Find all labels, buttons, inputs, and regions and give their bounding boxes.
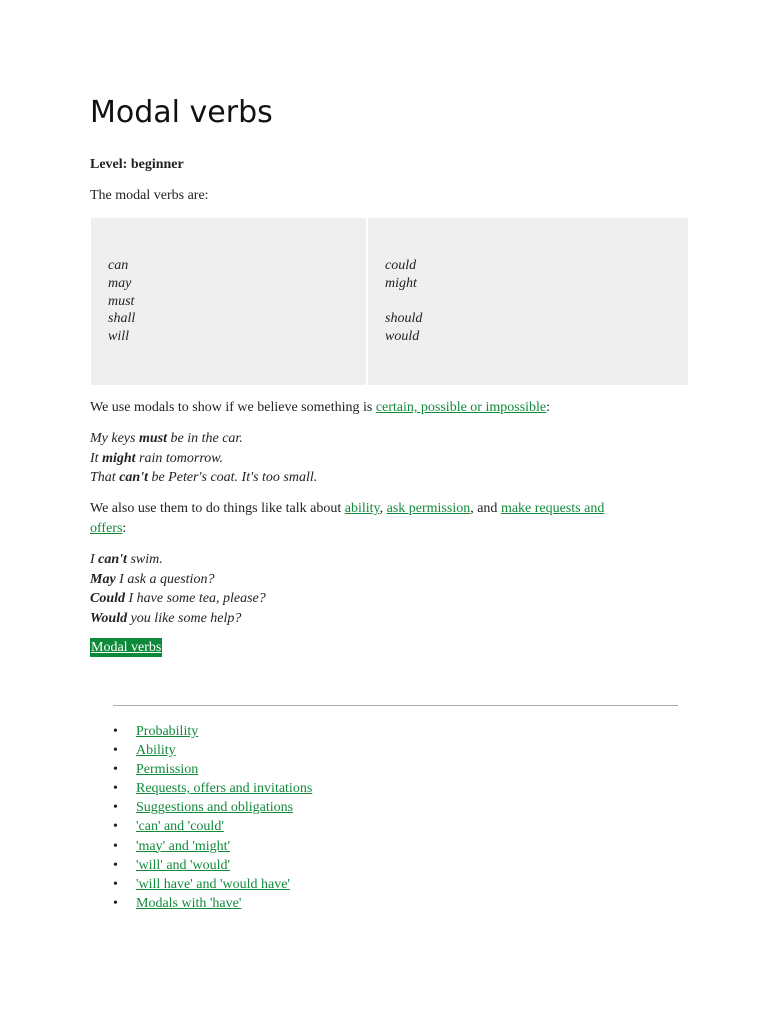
modal-verb: will [108, 329, 130, 345]
example-modal: May [90, 571, 116, 587]
can-could-link[interactable]: 'can' and 'could' [136, 819, 224, 835]
uses-text: We also use them to do things like talk about [90, 501, 345, 516]
example-pre: That [90, 470, 120, 486]
modal-topics-list [113, 722, 312, 913]
example-post: I have some tea, please? [125, 591, 266, 607]
example-post: rain tomorrow. [135, 450, 224, 466]
example-modal: might [102, 450, 136, 466]
example-post: be in the car. [166, 431, 243, 446]
example-pre: I [90, 552, 99, 567]
example-line [90, 429, 317, 449]
uses-sep: , [379, 501, 387, 516]
will-have-would-have-link[interactable]: 'will have' and 'would have' [136, 876, 290, 892]
list-item [113, 817, 312, 836]
example-line [90, 449, 317, 469]
belief-text: We use modals to show if we believe something is [90, 400, 376, 415]
example-modal: can't [119, 470, 148, 486]
belief-paragraph [90, 398, 690, 418]
ability-link[interactable]: ability [344, 501, 380, 516]
modal-verb: might [385, 275, 417, 291]
modal-verb: shall [108, 311, 136, 327]
example-line [90, 570, 266, 590]
modal-verb: may [108, 275, 132, 291]
permission-link[interactable]: Permission [136, 762, 199, 778]
requests-offers-link[interactable]: make requests and [500, 501, 605, 516]
bullet-icon: • [113, 724, 118, 739]
bullet-icon: • [113, 743, 118, 759]
modal-verb: could [385, 258, 417, 273]
list-item [113, 837, 312, 856]
uses-end: : [122, 520, 127, 536]
example-line [90, 609, 266, 629]
probability-link[interactable]: Probability [136, 724, 199, 739]
bullet-icon: • [113, 800, 118, 816]
modal-verb: should [385, 311, 423, 327]
bullet-icon: • [113, 781, 118, 797]
certain-possible-impossible-link[interactable]: certain, possible or impossible [375, 400, 547, 415]
example-post: I ask a question? [115, 571, 215, 587]
bullet-icon: • [113, 895, 118, 911]
suggestions-obligations-link[interactable]: Suggestions and obligations [136, 800, 294, 816]
example-modal: can't [98, 552, 127, 567]
example-pre: My keys [90, 431, 139, 446]
intro-text: The modal verbs are: [90, 188, 209, 203]
example-post: you like some help? [127, 610, 242, 626]
modal-verbs-table [91, 218, 688, 385]
example-line [90, 589, 266, 609]
example-modal: must [138, 431, 167, 446]
uses-sep: , and [470, 501, 501, 516]
will-would-link[interactable]: 'will' and 'would' [136, 857, 231, 873]
list-item [113, 722, 312, 741]
modals-with-have-link[interactable]: Modals with 'have' [136, 895, 242, 911]
ability-topic-link[interactable]: Ability [136, 743, 176, 759]
example-modal: Would [90, 610, 128, 626]
divider [113, 705, 678, 706]
list-item [113, 894, 312, 913]
example-line [90, 468, 317, 488]
modal-column-present [91, 218, 366, 385]
modal-verb [385, 293, 688, 311]
modal-verb: can [108, 258, 129, 273]
list-item [113, 760, 312, 779]
list-item [113, 856, 312, 875]
modal-verb: would [385, 329, 420, 345]
modal-verb: must [108, 293, 135, 309]
bullet-icon: • [113, 762, 118, 778]
modal-column-past [368, 218, 688, 385]
example-post: be Peter's coat. It's too small. [147, 470, 318, 486]
modal-verbs-link[interactable]: Modal verbs [91, 640, 162, 655]
list-item [113, 798, 312, 817]
may-might-link[interactable]: 'may' and 'might' [136, 838, 231, 854]
bullet-icon: • [113, 876, 118, 892]
belief-examples [90, 429, 317, 488]
example-line [90, 550, 266, 570]
bullet-icon: • [113, 838, 118, 854]
page-title: Modal verbs [90, 95, 273, 130]
example-post: swim. [126, 552, 163, 567]
example-pre: It [90, 450, 103, 466]
ask-permission-link[interactable]: ask permission [386, 501, 471, 516]
bullet-icon: • [113, 857, 118, 873]
example-modal: Could [90, 591, 126, 607]
requests-offers-invitations-link[interactable]: Requests, offers and invitations [136, 781, 313, 797]
use-examples [90, 550, 266, 628]
belief-end: : [546, 400, 551, 415]
requests-offers-link-cont[interactable]: offers [90, 520, 123, 536]
level-label: Level: beginner [90, 157, 184, 172]
list-item [113, 779, 312, 798]
bullet-icon: • [113, 819, 118, 835]
list-item [113, 741, 312, 760]
uses-paragraph [90, 499, 690, 538]
list-item [113, 875, 312, 894]
